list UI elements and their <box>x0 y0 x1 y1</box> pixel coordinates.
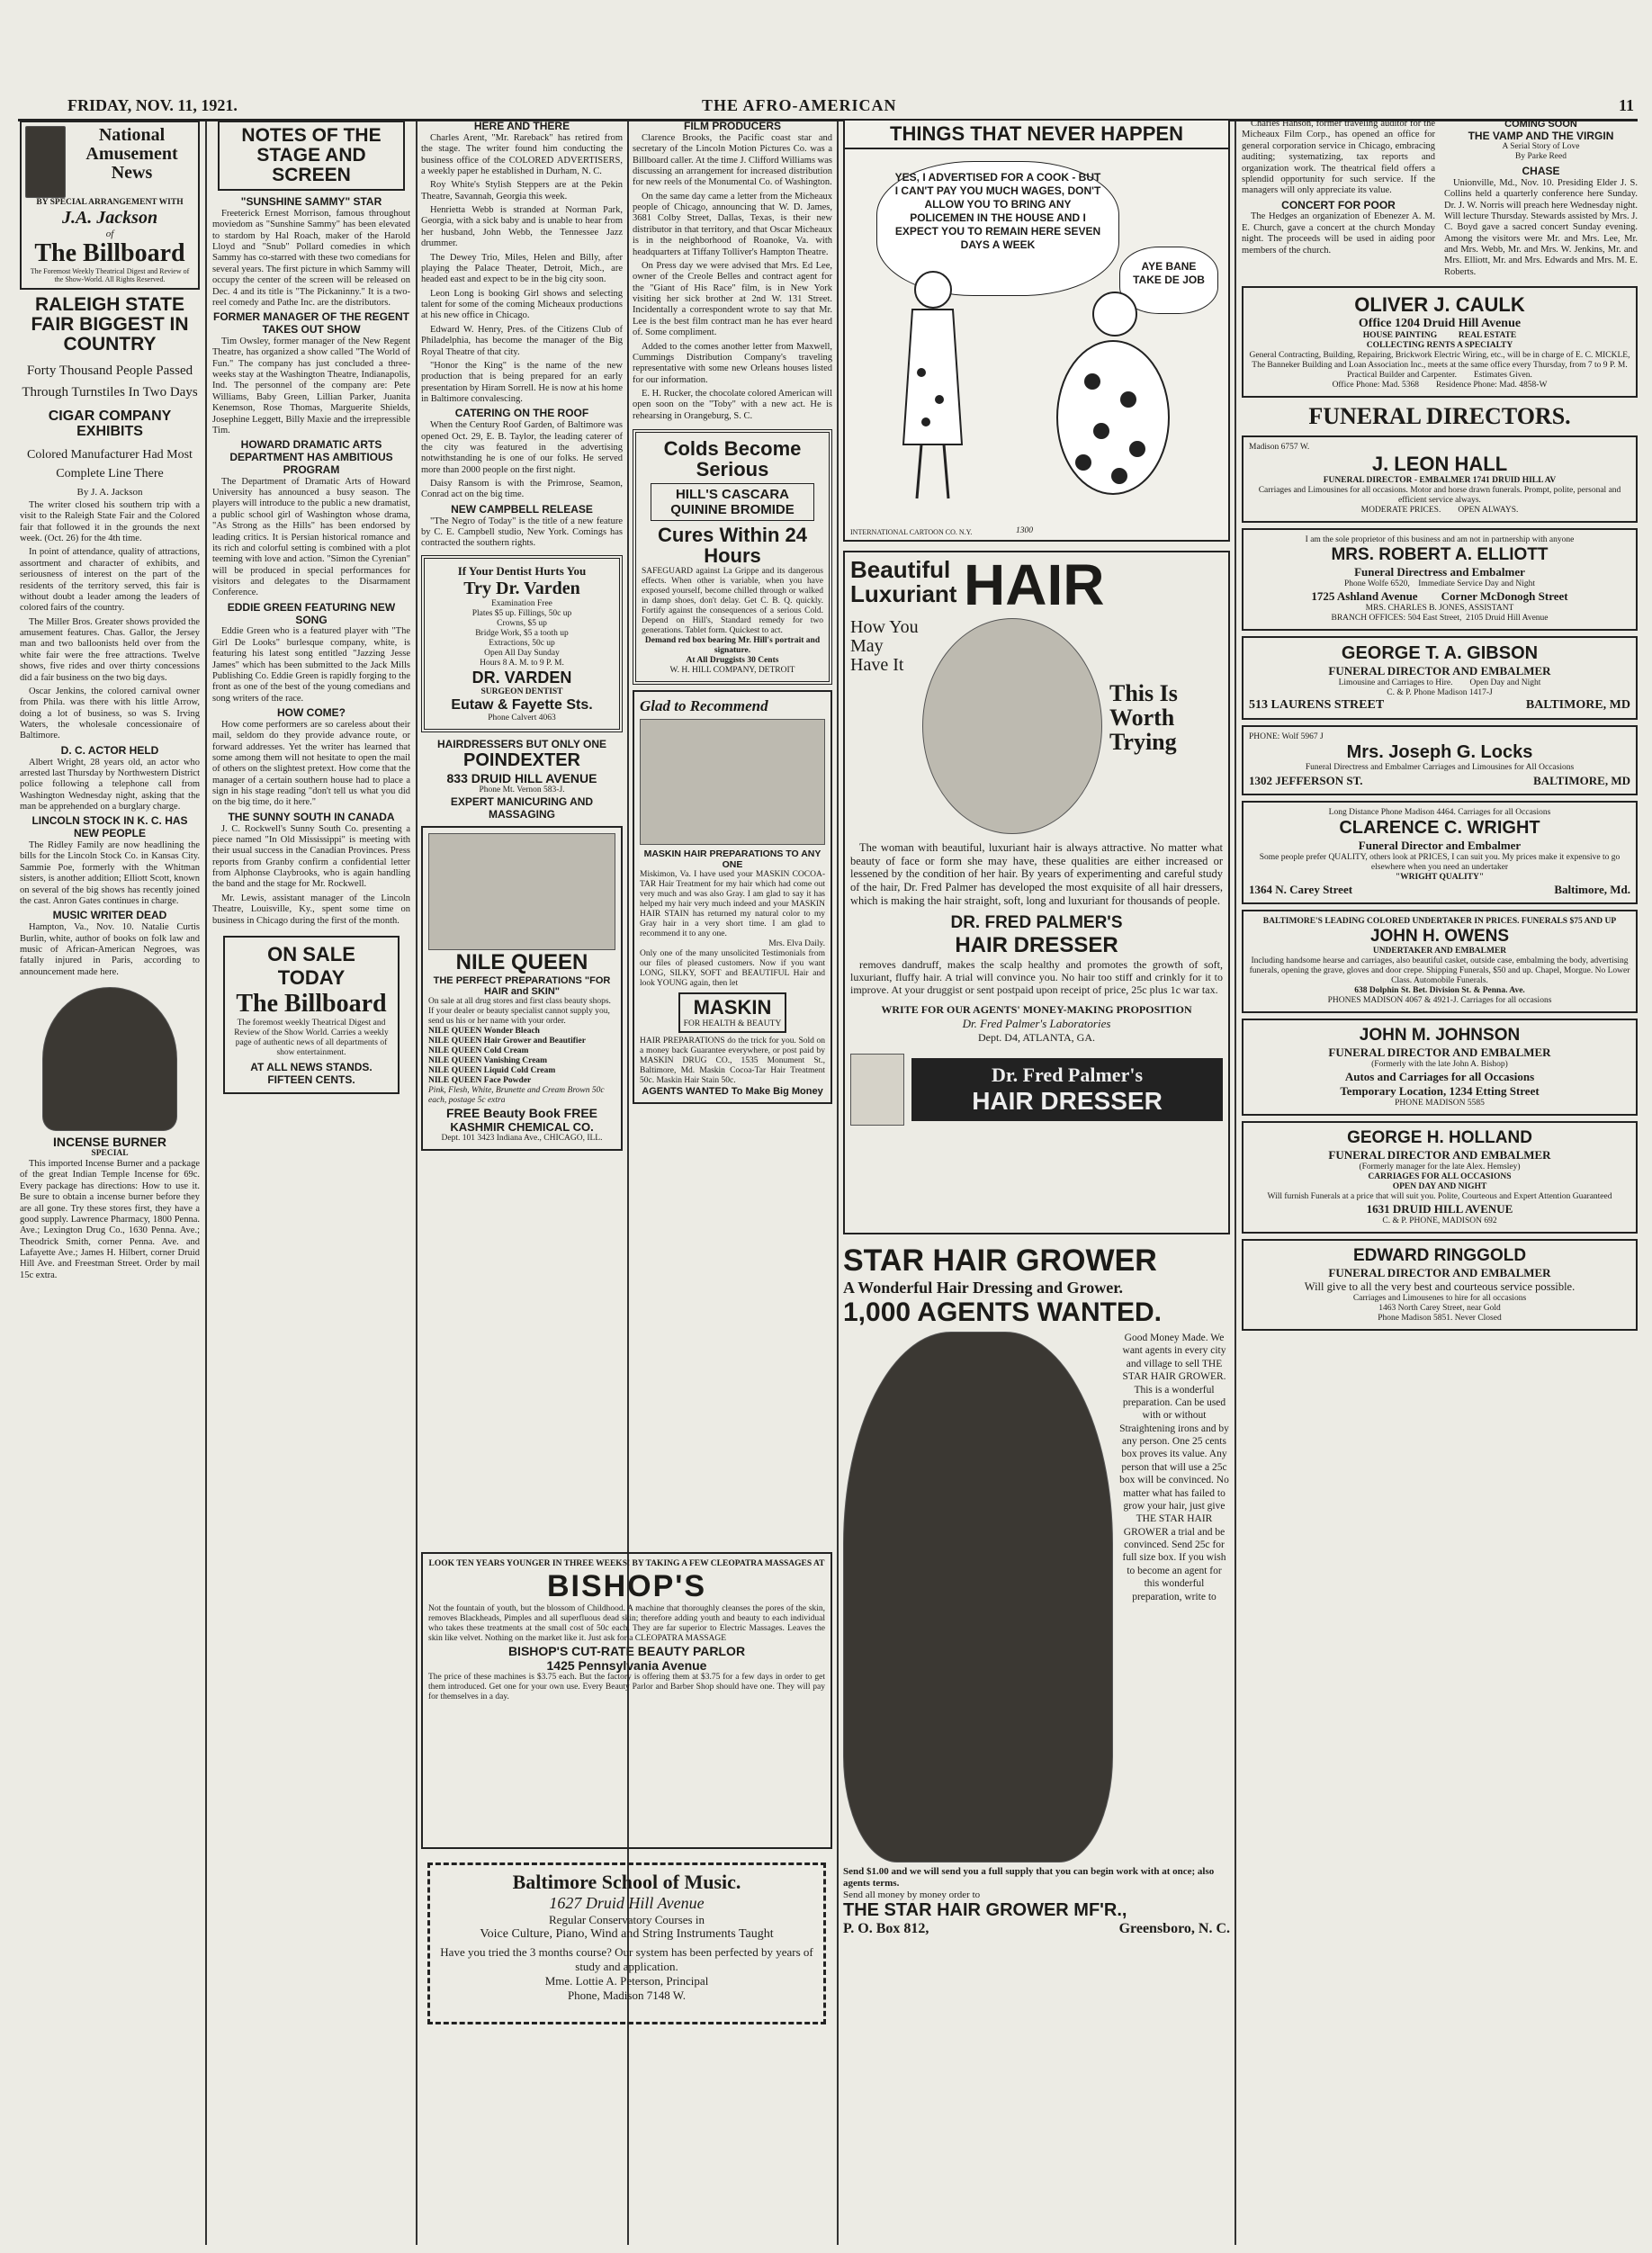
ringgold-line: Will give to all the very best and courteous service possible. <box>1304 1279 1576 1293</box>
nile-item: NILE QUEEN Cold Cream <box>428 1046 529 1055</box>
hall-line: FUNERAL DIRECTOR - EMBALMER 1741 DRUID HILL AV <box>1323 476 1557 486</box>
banner-line-2: HAIR DRESSER <box>972 1087 1163 1116</box>
music-school-phone: Phone, Madison 7148 W. <box>567 1988 687 2002</box>
poindexter-head: HAIRDRESSERS BUT ONLY ONE <box>436 737 607 750</box>
cartoon-number: 1300 <box>1016 525 1033 535</box>
billboard-line-2: Amusement <box>85 144 178 164</box>
dentist-ad <box>421 555 623 732</box>
headline-actor: D. C. ACTOR HELD <box>60 743 159 757</box>
bishops-text: Not the fountain of youth, but the blossom of Childhood. A machine that thoroughly cleanses the pores of the skin, removes Blackheads, Pimples and all superfluous dead skin; therefore adding youth and beauty to each individual who takes these treatments at the small cost of 50c each. They are far superior to Electric Massages. Leaves the skin like velvet. Nothing on the market like it. Just ask for a CLEOPATRA MASSAGE <box>428 1604 825 1644</box>
maskin-head: MASKIN HAIR PREPARATIONS TO ANY ONE <box>643 848 822 870</box>
banner-line-1: Dr. Fred Palmer's <box>991 1064 1144 1087</box>
dentist-head: If Your Dentist Hurts You <box>457 563 587 578</box>
elliott-ad <box>1242 528 1638 631</box>
paragraph: Leon Long is booking Girl shows and selecting talent for some of the coming Micheaux productions at his new office in Chicago. <box>421 288 623 321</box>
poindexter-address: 833 DRUID HILL AVENUE <box>446 770 597 785</box>
nile-item: NILE QUEEN Wonder Bleach <box>428 1026 540 1036</box>
maskin-agents: AGENTS WANTED To Make Big Money <box>642 1086 823 1097</box>
colds-demand: Demand red box bearing Mr. Hill's portrait and signature. <box>644 635 821 655</box>
palmer-hair-ad <box>843 551 1230 1234</box>
colds-company: W. H. HILL COMPANY, DETROIT <box>669 665 795 675</box>
incense-text: This imported Incense Burner and a package of the great Indian Temple Incense for 69c. Every package has directions: How to use it. Be sure to obtain a incense burner before they are all gone. Try these stores first, they have a good supply. Lawrence Pharmacy, 1800 Penna. Ave.; Lexington Drug Co., 1630 Penna. Ave.; Theodrick Smith, corner Penna. Ave. and Lafayette Ave.; James H. Hilbert, corner Druid Hill Ave. and Freestman Street. Order by mail 15c extra. <box>20 1159 200 1280</box>
caulk-line: General Contracting, Building, Repairing, Brickwork Electric Wiring, etc., will be in charge of E. C. MICKLE, <box>1249 351 1630 361</box>
headline-film-producers: FILM PRODUCERS <box>684 120 781 132</box>
elliott-top: I am the sole proprietor of this business and am not in partnership with anyone <box>1305 535 1575 545</box>
portrait-photo <box>25 126 66 198</box>
ringgold-name: EDWARD RINGGOLD <box>1352 1245 1527 1265</box>
column-center <box>843 119 1230 2242</box>
owens-ad <box>1242 910 1638 1013</box>
dentist-line: Crowns, $5 up <box>497 618 547 628</box>
hair-ad-worth: This Is Worth Trying <box>1109 679 1178 756</box>
holland-line: Will furnish Funerals at a price that will suit you. Polite, Courteous and Expert Attention Guaranteed <box>1267 1191 1612 1201</box>
hall-ad <box>1242 435 1638 523</box>
cartoon-bubble-1: YES, I ADVERTISED FOR A COOK - BUT I CAN'T PAY YOU MUCH WAGES, DON'T ALLOW YOU TO BRING ANY POLICEMEN IN THE HOUSE AND I EXPECT YOU TO REMAIN HERE SEVEN DAYS A WEEK <box>876 161 1119 296</box>
star-footer-2: Send all money by money order to <box>843 1889 981 1900</box>
hair-ad-line-2: Luxuriant <box>850 580 957 608</box>
poindexter-services: EXPERT MANICURING AND MASSAGING <box>450 794 594 821</box>
gibson-line: Limousine and Carriages to Hire. Open Day and Night <box>1338 678 1541 688</box>
onsale-tag: The foremost weekly Theatrical Digest and Review of the Show World. Carries a weekly page of authentic news of all departments of show entertainment. <box>234 1018 389 1058</box>
masthead <box>18 85 1638 121</box>
paragraph: On Press day we were advised that Mrs. Ed Lee, owner of the Creole Belles and contract agent for the "Giant of His Race" film, is in New York visiting her sick brother at 2nd W. 131 Street. Incidentally a correspondent wrote to say that Mr. Lee is the best film contract man he has ever heard of. Some compliment. <box>633 260 832 338</box>
elliott-assistant: MRS. CHARLES B. JONES, ASSISTANT <box>1365 604 1514 614</box>
nile-item: NILE QUEEN Face Powder <box>428 1076 532 1086</box>
billboard-paper: The Billboard <box>34 239 185 268</box>
headline-music-writer: MUSIC WRITER DEAD <box>52 909 167 922</box>
music-school-ad <box>427 1863 826 2024</box>
dentist-line: Bridge Work, $5 a tooth up <box>475 628 569 638</box>
ringgold-phone: Phone Madison 5851. Never Closed <box>1378 1313 1502 1323</box>
ringgold-address: 1463 North Carey Street, near Gold <box>1378 1303 1501 1313</box>
elliott-name: MRS. ROBERT A. ELLIOTT <box>1331 545 1549 565</box>
paragraph: Henrietta Webb is stranded at Norman Park, Georgia, with a sick baby and is unable to hear from her husband, John Webb, the Tennessee Jazz drummer. <box>421 205 623 249</box>
nile-text: On sale at all drug stores and first class beauty shops. If your dealer or beauty specialist cannot supply you, send us his or her name with your order. <box>428 996 611 1026</box>
johnson-line: Autos and Carriages for all Occasions <box>1344 1069 1535 1083</box>
holland-phone: C. & P. PHONE, MADISON 692 <box>1382 1216 1497 1225</box>
paragraph: Albert Wright, 28 years old, an actor who arrested last Thursday by Northwestern District police following a telephone call from Washington Wednesday night, asking that the man be apprehended on a burglary charge. <box>20 757 200 812</box>
headline-concert: CONCERT FOR POOR <box>1281 198 1396 211</box>
paragraph: Added to the comes another letter from Maxwell, Cummings Distribution Company's traveling representative with some new Orleans houses listed for our information. <box>633 341 832 385</box>
paragraph: "Honor the King" is the name of the new production that is being prepared for an early presentation by Hiram Sorrell. He is now at his home in Baltimore convalescing. <box>421 360 623 405</box>
caulk-name: OLIVER J. CAULK <box>1354 293 1525 317</box>
paragraph: E. H. Rucker, the chocolate colored American will open soon on the "Toby" with a new act. He is rehearsing in Orangeburg, S. C. <box>633 389 832 421</box>
gibson-ad <box>1242 636 1638 720</box>
wright-name: CLARENCE C. WRIGHT <box>1339 817 1540 838</box>
star-side-text: Good Money Made. We want agents in every city and village to sell THE STAR HAIR GROWER. This is a wonderful preparation. Can be used with or without Straightening irons and by any person. One 25 cents box proves its value. Any person that will use a 25c box will be convinced. No matter what has failed to grow your hair, just give THE STAR HAIR GROWER a trial and be convinced. Send 25c for full size box. If you wish to become an agent for this wonderful preparation, write to <box>1119 1333 1229 1602</box>
colds-price: At All Druggists 30 Cents <box>686 655 779 665</box>
dentist-address: Eutaw & Fayette Sts. <box>451 696 593 713</box>
caulk-line: HOUSE PAINTING REAL ESTATE <box>1362 331 1517 341</box>
caulk-line: Practical Builder and Carpenter. Estimates Given. <box>1347 371 1532 381</box>
maskin-glad: Glad to Recommend <box>640 696 768 714</box>
maskin-logo-tag: FOR HEALTH & BEAUTY <box>683 1019 782 1028</box>
music-school-principal: Mme. Lottie A. Peterson, Principal <box>544 1974 709 1988</box>
newspaper-title: THE AFRO-AMERICAN <box>702 96 897 114</box>
elliott-phone: Phone Wolfe 6520, Immediate Service Day and Night <box>1344 579 1535 589</box>
paragraph: Hampton, Va., Nov. 10. Natalie Curtis Burlin, white, author of books on folk law and music of African-American Negroes, was fatally injured in Paris, according to announcement made here. <box>20 922 200 977</box>
wright-ad <box>1242 801 1638 904</box>
billboard-line-3: News <box>111 163 153 183</box>
johnson-line: Temporary Location, 1234 Etting Street <box>1340 1083 1540 1098</box>
coming-soon: COMING SOON <box>1504 119 1577 130</box>
hair-ad-lab: Dr. Fred Palmer's Laboratories <box>962 1017 1111 1031</box>
johnson-phone: PHONE MADISON 5585 <box>1395 1098 1485 1108</box>
locks-ad <box>1242 725 1638 794</box>
elliott-address: 1725 Ashland Avenue Corner McDonogh Street <box>1311 589 1568 604</box>
hair-ad-portrait <box>922 618 1102 834</box>
paragraph: Eddie Green who is a featured player with "The Girl De Looks" burlesque company, white, is featuring his latest song entitled "Jazzing Jesse James" which has been submitted to the Jack Mills Publishing Co. Eddie Green is rapidly forging to the front as one of the best of the young comedians and song writers of the race. <box>212 626 410 704</box>
hall-line: MODERATE PRICES. OPEN ALWAYS. <box>1360 506 1519 516</box>
locks-phone: PHONE: Wolf 5967 J <box>1249 732 1324 742</box>
maskin-portrait <box>640 719 825 845</box>
vamp-title: THE VAMP AND THE VIRGIN <box>1468 130 1614 142</box>
colds-brand: HILL'S CASCARA QUININE BROMIDE <box>651 483 814 521</box>
wright-address: 1364 N. Carey Street <box>1249 882 1353 896</box>
owens-top: BALTIMORE'S LEADING COLORED UNDERTAKER IN PRICES. FUNERALS $75 AND UP <box>1262 916 1617 926</box>
hall-line: Carriages and Limousines for all occasions. Motor and horse drawn funerals. Prompt, polite, personal and efficient service always. <box>1258 486 1621 506</box>
gibson-city: BALTIMORE, MD <box>1525 698 1630 713</box>
wright-role: Funeral Director and Embalmer <box>1358 838 1522 852</box>
paragraph: Clarence Brooks, the Pacific coast star and secretary of the Lincoln Motion Pictures Co. was a Billboard caller. At the time J. Clifford Williams was discussing an arrangement for increased distribution for new reels of the Monumental Co. of Washington. <box>633 132 832 188</box>
maskin-signature: Mrs. Elva Daily. <box>768 938 825 948</box>
headline-regent: FORMER MANAGER OF THE REGENT TAKES OUT SHOW <box>213 310 409 337</box>
bishops-address: 1425 Pennsylvania Avenue <box>546 1658 707 1674</box>
column-1 <box>20 119 200 2247</box>
holland-role: FUNERAL DIRECTOR AND EMBALMER <box>1328 1147 1551 1162</box>
headline-how-come: HOW COME? <box>277 706 346 720</box>
star-title: STAR HAIR GROWER <box>843 1243 1157 1278</box>
incense-special: SPECIAL <box>91 1149 129 1159</box>
elliott-branch: BRANCH OFFICES: 504 East Street, 2105 Druid Hill Avenue <box>1331 614 1549 624</box>
elliott-role: Funeral Directress and Embalmer <box>1354 565 1525 579</box>
incense-title: INCENSE BURNER <box>52 1135 166 1149</box>
ringgold-line: Carriages and Limousenes to hire for all occasions <box>1352 1293 1527 1303</box>
paragraph: Tim Owsley, former manager of the New Regent Theatre, has organized a show called "The World of Fun." The company has just concluded a three-weeks stay at the Washington Theatre, Indianapolis, Ind. The personnel of the company are: Pete Williams, Baby Green, Lillian Parker, Juanita Kenemson, Rose Thomas, Marguerite Shields, Josephine Leggett, Billy Maxie and the irrepressible Tim. <box>212 336 410 435</box>
incense-burner-image <box>42 987 177 1131</box>
paragraph: The Miller Bros. Greater shows provided the amusement features. Chas. Gallor, the Jersey man and two balloonists held over from the white fair were the free attractions. Twelve shows, five rides and over thirty concessions did a fair business on the two big days. <box>20 616 200 683</box>
bishops-name: BISHOP'S <box>546 1569 707 1604</box>
stage-screen-header: NOTES OF THE STAGE AND SCREEN <box>218 121 405 191</box>
nile-item: NILE QUEEN Liquid Cold Cream <box>428 1066 556 1076</box>
paragraph: The Dewey Trio, Miles, Helen and Billy, after playing the Palace Theater, Detroit, Mich., are headed east and expect to be in the big city soon. <box>421 252 623 285</box>
bishops-text-2: The price of these machines is $3.75 each. But the factory is offering them at $3.75 for a few days in order to get them introduced. Get one for your own use. Every Beauty Parlor and Barber Shop should have one. They will pay for themselves in a day. <box>428 1673 825 1702</box>
hair-ad-line-1: Beautiful <box>850 556 951 583</box>
headline-raleigh: RALEIGH STATE FAIR BIGGEST IN COUNTRY <box>31 293 189 355</box>
nile-item: NILE QUEEN Vanishing Cream <box>428 1056 548 1066</box>
cartoon-cook-figure <box>1043 283 1178 516</box>
colds-ad <box>633 429 832 685</box>
paragraph: The Ridley Family are now headlining the bills for the Lincoln Stock Co. in Kansas City. Sammie Poe, formerly with the Whitman sisters, is another addition; Elliott Scott, known on several of the big shows has recently joined the cast. Anron Gates continues in charge. <box>20 840 200 906</box>
gibson-phone: C. & P. Phone Madison 1417-J <box>1387 688 1493 698</box>
holland-ad <box>1242 1121 1638 1234</box>
locks-name: Mrs. Joseph G. Locks <box>1346 742 1533 763</box>
locks-city: BALTIMORE, MD <box>1533 773 1630 787</box>
owens-role: UNDERTAKER AND EMBALMER <box>1372 946 1507 956</box>
nile-company: KASHMIR CHEMICAL CO. <box>450 1120 594 1135</box>
owens-text: Including handsome hearse and carriages, also beautiful casket, outside case, embalming the body, advertising funerals, opening the grave, gloves and door crepe. Shipping Funerals, $50 and up. Chapel, Morgue. No Lower Class. Automobile Funerals. <box>1249 956 1630 985</box>
cartoon-lady-figure <box>890 265 975 507</box>
locks-role: Funeral Directress and Embalmer Carriages and Limousines for All Occasions <box>1305 763 1575 773</box>
holland-address: 1631 DRUID HILL AVENUE <box>1366 1201 1513 1216</box>
wright-text: Some people prefer QUALITY, others look at PRICES, I can suit you. My prices make it expensive to go elsewhere when you need an undertaker <box>1259 852 1621 872</box>
cartoon-credit: INTERNATIONAL CARTOON CO. N.Y. <box>850 527 973 536</box>
onsale-line-1: ON SALE <box>267 942 355 965</box>
star-company: THE STAR HAIR GROWER MF'R., <box>843 1900 1127 1921</box>
hall-name: J. LEON HALL <box>1371 453 1508 476</box>
paragraph: Oscar Jenkins, the colored carnival owner from Phila. was there with his little Arrow, doing a lot of business, so was S. Irving Waters, the wholesale concessionaire of Baltimore. <box>20 686 200 741</box>
paragraph: When the Century Roof Garden, of Baltimore was opened Oct. 29, E. B. Taylor, the leading caterer of the city was featured in the advertising notwithstanding he is one of our folks. He served more than 2000 people on the first night. <box>421 420 623 475</box>
billboard-line-1: National <box>98 125 166 145</box>
headline-howard: HOWARD DRAMATIC ARTS DEPARTMENT HAS AMBITIOUS PROGRAM <box>229 438 393 476</box>
column-rule <box>1235 121 1236 2245</box>
owens-name: JOHN H. OWENS <box>1369 926 1510 946</box>
hair-ad-how: How You May Have It <box>850 616 919 675</box>
gibson-role: FUNERAL DIRECTOR AND EMBALMER <box>1328 664 1551 678</box>
nile-item: NILE QUEEN Hair Grower and Beautifier <box>428 1036 586 1046</box>
headline-sunshine: "SUNSHINE SAMMY" STAR <box>240 195 382 209</box>
nile-title: NILE QUEEN <box>455 949 588 974</box>
locks-address: 1302 JEFFERSON ST. <box>1249 773 1363 787</box>
ringgold-role: FUNERAL DIRECTOR AND EMBALMER <box>1328 1265 1551 1279</box>
wright-quality: "WRIGHT QUALITY" <box>1395 872 1485 882</box>
maskin-logo <box>678 992 786 1033</box>
wright-city: Baltimore, Md. <box>1554 882 1630 896</box>
hair-dresser-jar <box>850 1054 904 1126</box>
hair-ad-product-1: DR. FRED PALMER'S <box>950 912 1123 932</box>
johnson-ad <box>1242 1019 1638 1116</box>
nile-queen-illustration <box>428 833 615 950</box>
dentist-line: Plates $5 up. Fillings, 50c up <box>471 608 572 618</box>
hair-ad-product-2: HAIR DRESSER <box>955 932 1118 957</box>
holland-former: (Formerly manager for the late Alex. Hemsley) <box>1359 1162 1521 1171</box>
caulk-ad <box>1242 286 1638 398</box>
paragraph: The Hedges an organization of Ebenezer A. M. E. Church, gave a concert at the church Monday night. The proceeds will be used in aiding poor members of the church. <box>1242 211 1435 256</box>
serial-by: By Parke Reed <box>1515 152 1567 162</box>
bishops-ad <box>421 1552 832 1849</box>
maskin-text-2: Only one of the many unsolicited Testimonials from our files of pleased customers. Now if you want LONG, SILKY, SOFT and BEAUTIFUL Hair and look YOUNG again, then let <box>640 948 825 988</box>
nile-address: Dept. 101 3423 Indiana Ave., CHICAGO, ILL. <box>441 1134 603 1144</box>
hair-ad-word: HAIR <box>964 552 1105 617</box>
billboard-of: of <box>105 229 114 240</box>
star-footer-1: Send $1.00 and we will send you a full supply that you can begin work with at once; also agents terms. <box>843 1866 1215 1889</box>
music-school-pitch: Have you tried the 3 months course? Our system has been perfected by years of study and application. <box>440 1945 813 1973</box>
onsale-line-2: TODAY <box>277 965 346 989</box>
hair-ad-body: The woman with beautiful, luxuriant hair is always attractive. No matter what beauty of face or form she may have, these qualities are either increased or lessened by the condition of her hair. By years of experimenting and careful study of the hair, Dr. Fred Palmer has developed the most exquisite of all hair dressers, which is making the hair straight, soft, long and luxuriant for thousands of people. <box>850 840 1223 907</box>
poindexter-ad <box>421 738 623 821</box>
column-rule <box>837 121 839 2245</box>
dentist-line: Examination Free <box>491 598 552 608</box>
cartoon-title: THINGS THAT NEVER HAPPEN <box>845 121 1228 149</box>
hair-ad-lab-address: Dept. D4, ATLANTA, GA. <box>977 1031 1096 1045</box>
johnson-name: JOHN M. JOHNSON <box>1359 1025 1521 1045</box>
issue-date: FRIDAY, NOV. 11, 1921. <box>67 96 238 114</box>
music-school-name: Baltimore School of Music. <box>512 1871 741 1893</box>
byline: By J. A. Jackson <box>76 486 143 498</box>
star-address-right: Greensboro, N. C. <box>1118 1921 1230 1937</box>
maskin-text: Miskimon, Va. I have used your MASKIN COCOA-TAR Hair Treatment for my hair which had come out very much and was also Gray. I am glad to say it has helped my hair very much indeed and your MASKIN HAIR STAIN has returned my natural color to my Gray hair in a very short time. I am glad to recommend it to any one. <box>640 869 825 938</box>
column-2 <box>212 119 410 2247</box>
dentist-role: SURGEON DENTIST <box>480 687 563 696</box>
poindexter-phone: Phone Mt. Vernon 583-J. <box>479 785 565 794</box>
johnson-former: (Formerly with the late John A. Bishop) <box>1371 1059 1508 1069</box>
paragraph: How come performers are so careless about their mail, seldom do they provide advance route, or forward addresses. Yet the writer has learned that some among them will not hesitate to open the mail of others on the slightest pretext. How come that the manager of a certain southern house had to place a sign in his stage reading "don't tell us what you did on the big time, do it here." <box>212 719 410 808</box>
headline-chase: CHASE <box>1522 165 1560 178</box>
paragraph: The writer closed his southern trip with a visit to the Raleigh State Fair and the Colored fair that followed it in the grounds the next week. (Oct. 26) for the 4th time. <box>20 499 200 544</box>
billboard-byline: BY SPECIAL ARRANGEMENT WITH <box>36 198 184 207</box>
gibson-address: 513 LAURENS STREET <box>1249 698 1385 713</box>
paragraph: Roy White's Stylish Steppers are at the Pekin Theatre, Savannah, Georgia this week. <box>421 180 623 202</box>
dentist-line: Hours 8 A. M. to 9 P. M. <box>480 658 564 668</box>
johnson-role: FUNERAL DIRECTOR AND EMBALMER <box>1328 1045 1551 1059</box>
billboard-header-box <box>20 121 200 290</box>
caulk-phone: Office Phone: Mad. 5368 Residence Phone: Mad. 4858-W <box>1332 381 1548 390</box>
subhead-cigar: CIGAR COMPANY EXHIBITS <box>48 408 172 440</box>
hair-ad-body-2: removes dandruff, makes the scalp healthy and promotes the growth of soft, luxuriant, fluffy hair. A trial will convince you. No hair too stiff and crinkly for it to improve. At your druggist or sent postpaid upon receipt of price, 25c plus 1c war tax. <box>850 957 1223 996</box>
star-agents: 1,000 AGENTS WANTED. <box>843 1297 1162 1327</box>
caulk-line: The Banneker Building and Loan Association Inc., meets at the same office every Thursday, from 7 to 9 P. M. <box>1252 361 1628 371</box>
dentist-line: Open All Day Sunday <box>484 648 560 658</box>
paragraph: Freeterick Ernest Morrison, famous throughout moviedom as "Sunshine Sammy" has been elevated to stardom by Hal Roach, maker of the Harold Lloyd and "Snub" Pollard comedies in which Sammy has co-starred with these two comedians for several years. The first picture in which Sammy will occupy the center of the screen will be released on Dec. 4 and its title is "The Pickaninny." It is a two-reel comedy and Pathe Inc. are the distributors. <box>212 208 410 308</box>
bishops-parlor: BISHOP'S CUT-RATE BEAUTY PARLOR <box>507 1644 746 1659</box>
poindexter-name: POINDEXTER <box>462 750 581 770</box>
paragraph: Unionville, Md., Nov. 10. Presiding Elder J. S. Collins held a quarterly conference here Sunday. Dr. J. W. Norris will preach here Wednesday night. Will lecture Thursday. Stewards assisted by Mrs. J. C. Boyd gave a sacred concert Sunday evening. Among the visitors were Mr. and Mrs. Lee, Mr. and Mrs. Webb, Mr. and Mrs. W. Jenkins, Mr. and Mrs. Elliott, Mr. and Mrs. Edwards and Mrs. M. E. Roberts. <box>1444 177 1638 277</box>
star-address-left: P. O. Box 812, <box>843 1921 929 1937</box>
caulk-line: COLLECTING RENTS A SPECIALTY <box>1366 341 1513 351</box>
nile-sub: THE PERFECT PREPARATIONS "FOR HAIR and SKIN" <box>433 974 611 997</box>
paragraph: On the same day came a letter from the Micheaux people of Chicago, announcing that W. D. James, 3681 Colby Street, Dallas, Texas, is their new distributor in that territory, and that Oscar Micheaux is in the neighborhood of Roanoke, Va. with headquarters at Tiffany Tolliver's Hampton Theatre. <box>633 191 832 257</box>
column-rule <box>205 121 207 2245</box>
wright-top: Long Distance Phone Madison 4464. Carriages for all Occasions <box>1328 807 1551 817</box>
hair-ad-agents: WRITE FOR OUR AGENTS' MONEY-MAKING PROPOSITION <box>881 1003 1192 1017</box>
column-right <box>1242 119 1638 2242</box>
maskin-ad <box>633 690 832 1104</box>
headline-catering: CATERING ON THE ROOF <box>454 407 589 420</box>
paragraph: In point of attendance, quality of attractions, assortment and character of exhibits, and seriousness of interest on the part of the residents of the territory served, this fair is without doubt a leader among the leaders of colored fairs of the country. <box>20 547 200 614</box>
billboard-author: J.A. Jackson <box>61 208 158 229</box>
subhead-manufacturer: Colored Manufacturer Had Most Complete Line There <box>27 447 193 480</box>
colds-head: Colds Become Serious <box>663 437 802 481</box>
hair-dresser-banner <box>911 1058 1223 1121</box>
nile-queen-ad <box>421 826 623 1151</box>
nile-colors: Pink, Flesh, White, Brunette and Cream Brown 50c each, postage 5c extra <box>428 1086 605 1106</box>
paragraph: Charles Hanson, former traveling auditor for the Micheaux Film Corp., has opened an office for general corporation service in Chicago, embracing auditing; systematizing, tax reports and organization work. The theatrical field offers a splendid opportunity for such service. If the managers will only appreciate its value. <box>1242 119 1435 196</box>
paragraph: The Department of Dramatic Arts of Howard University has announced a busy season. The players will introduce to the public a new dramatist, a public school girl of Washington whose drama, "As Strong as the Hills" has been endorsed by leading critics. It is Persian historical romance and its rich and colorful setting is combined with a plot teeming with love and action. "Simon the Cyrenian" will be produced in special performances for visitors and delegates to the Disarmament Conference. <box>212 476 410 598</box>
paragraph: J. C. Rockwell's Sunny South Co. presenting a piece named "In Old Mississippi" is meeting with their usual success in the Canadian Provinces. Press reports from Granby confirm a confidential letter from Alphonse Claybrooks, who is again handling the band and the stage for Mr. Rockwell. <box>212 823 410 890</box>
owens-phone: PHONES MADISON 4067 & 4921-J. Carriages for all occasions <box>1327 995 1552 1005</box>
gibson-name: GEORGE T. A. GIBSON <box>1341 643 1539 664</box>
music-school-address: 1627 Druid Hill Avenue <box>549 1894 705 1912</box>
holland-line: OPEN DAY AND NIGHT <box>1392 1181 1487 1191</box>
holland-name: GEORGE H. HOLLAND <box>1347 1127 1532 1147</box>
headline-campbell: NEW CAMPBELL RELEASE <box>451 502 593 516</box>
dentist-try: Try Dr. Varden <box>463 578 580 598</box>
funeral-directors-header: FUNERAL DIRECTORS. <box>1308 403 1571 430</box>
paragraph: Mr. Lewis, assistant manager of the Lincoln Theatre, Louisville, Ky., spent some time on business in Chicago during the first of the month. <box>212 893 410 926</box>
dentist-phone: Phone Calvert 4063 <box>488 713 556 723</box>
headline-eddie-green: EDDIE GREEN FEATURING NEW SONG <box>227 600 396 626</box>
column-4 <box>633 119 832 1545</box>
maskin-logo-text: MASKIN <box>693 995 772 1019</box>
billboard-tagline: The Foremost Weekly Theatrical Digest and Review of the Show-World. All Rights Reserved. <box>30 267 190 283</box>
ringgold-ad <box>1242 1239 1638 1331</box>
page-number: 11 <box>1618 96 1634 114</box>
nile-free: FREE Beauty Book FREE <box>445 1106 598 1121</box>
owens-address: 638 Dolphin St. Bet. Division St. & Penna. Ave. <box>1354 985 1525 995</box>
serial-sub: A Serial Story of Love <box>1502 142 1580 151</box>
paragraph: Edward W. Henry, Pres. of the Citizens Club of Philadelphia, has become the manager of the Big Royal Theatre of that city. <box>421 324 623 357</box>
star-hair-photo <box>843 1332 1113 1863</box>
column-rule <box>416 121 417 2245</box>
star-hair-grower-ad <box>843 1243 1230 2098</box>
paragraph: Charles Arent, "Mr. Rareback" has retired from the stage. The writer found him conducting the business office of the COLORED ADVERTISERS, a weekly paper he established in Durham, N. C. <box>421 132 623 176</box>
paragraph: "The Negro of Today" is the title of a new feature by C. E. Campbell studio, New York. Comings has contracted the southern rights. <box>421 516 623 549</box>
onsale-price: AT ALL NEWS STANDS. FIFTEEN CENTS. <box>250 1061 373 1086</box>
dentist-line: Extractions, 50c up <box>489 638 555 648</box>
column-3 <box>421 119 623 1545</box>
maskin-text-3: HAIR PREPARATIONS do the trick for you. Sold on a money back Guarantee everywhere, or post paid by MASKIN DRUG CO., 1535 Monument St., Baltimore, Md. Maskin Cocoa-Tar Hair Treatment 50c. Maskin Hair Stain 50c. <box>640 1036 825 1085</box>
holland-line: CARRIAGES FOR ALL OCCASIONS <box>1368 1171 1512 1181</box>
caulk-office: Office 1204 Druid Hill Avenue <box>1358 317 1522 331</box>
music-school-subjects: Voice Culture, Piano, Wind and String Instruments Taught <box>480 1927 774 1941</box>
star-subtitle: A Wonderful Hair Dressing and Grower. <box>843 1279 1124 1297</box>
paragraph: Daisy Ransom is with the Primrose, Seamon, Conrad act on the big time. <box>421 479 623 500</box>
music-school-courses: Regular Conservatory Courses in <box>549 1913 705 1926</box>
onsale-paper: The Billboard <box>236 989 387 1018</box>
hall-phone: Madison 6757 W. <box>1249 443 1310 453</box>
headline-sunny-south: THE SUNNY SOUTH IN CANADA <box>228 810 395 823</box>
colds-cure: Cures Within 24 Hours <box>657 524 808 568</box>
billboard-onsale-ad <box>223 936 400 1094</box>
colds-text: SAFEGUARD against La Grippe and its dangerous effects. When other is variable, when you have exposed yourself, become chilled through or walked in damp shoes, don't delay. Get C. B. Q. quickly. Fortify against the consequences of a serious Cold. Depend on Hill's, Standard remedy for two generations. Tablet form. Quickest to act. <box>642 566 823 635</box>
subhead-attendance: Forty Thousand People Passed Through Turnstiles In Two Days <box>22 363 198 399</box>
bishops-top: LOOK TEN YEARS YOUNGER IN THREE WEEKS! BY TAKING A FEW CLEOPATRA MASSAGES AT <box>428 1559 825 1568</box>
headline-lincoln: LINCOLN STOCK IN K. C. HAS NEW PEOPLE <box>31 814 188 840</box>
cartoon-panel <box>843 119 1230 542</box>
headline-here-there: HERE AND THERE <box>473 120 570 132</box>
dentist-name: DR. VARDEN <box>471 668 572 687</box>
cartoon-bubble-2: AYE BANE TAKE DE JOB <box>1119 247 1218 314</box>
